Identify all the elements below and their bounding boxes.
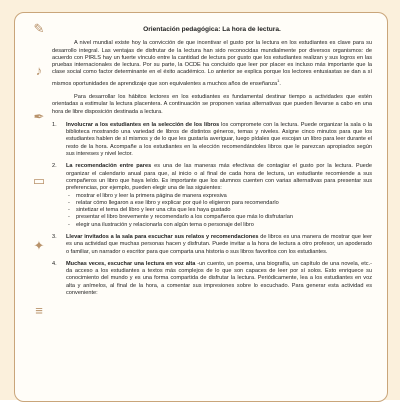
item-number: 1. (52, 121, 57, 128)
intro-paragraph-1: A nivel mundial existe hoy la convicción de que incentivar el gusto por la lectura en los estudiantes es clave para su desarrollo integral. Las ventajas de disfrutar de la lectura han sido reconocidas mundialmente por diversos organismos: de acuerdo con PIRLS hay un fuerte vínculo entre la cantidad de lectura por gusto que los estudiantes realizan y sus logros en las pruebas internacionales de lectura. Por su parte, la OCDE ha concluido que leer por placer es incluso más importante que la clase social como factor determinante en el éxito académico. Lo anterior se explica porque los lectores entusiastas se dan a sí mismos oportunidades de aprendizaje que son equivalentes a muchos años de enseñanza$^1$. (52, 40, 372, 87)
item-text: los compromete con la lectura. Puede organizar la sala o la biblioteca mostrando una variedad de libros de distintos géneros, temas y niveles. Asigne cinco minutos para que los estudiantes hablen de sí mismos y de lo que les gustaría averiguar, luego pídales que escojan un libro para leer durante el resto de la hora. Acompañe a los estudiantes en la elección recomendándoles libros que le parezcan apropiados según sus intereses y nivel lector. (66, 121, 373, 158)
footnote-mark: 1 (277, 77, 280, 83)
item-lead: Muchas veces, escuchar una lectura en voz alta (66, 260, 196, 267)
feather-icon: ✎ (33, 21, 45, 36)
option-item: - relatar cómo llegaron a ese libro y explicar por qué lo eligieron para recomendarlo (66, 200, 372, 207)
item-text: es una de las maneras más efectivas de contagiar el gusto por la lectura. Puede organizar el calendario anual para que, al inicio o al final de cada hora de lectura, un estudiante recomiende a sus compañeros un libro que haya leído. Es importante que los alumnos cuenten con varias alternativas para presentar sus preferencias, por ejemplo, pueden elegir una de las siguientes: (66, 163, 373, 192)
intro-paragraph-2: Para desarrollar los hábitos lectores en los estudiantes es fundamental destinar tiempo a actividades que estén orientadas a estimular la lectura placentera. A continuación se proponen varias alternativas que pueden llevarse a cabo en una hora de libre disposición destinada a lectura. (52, 93, 372, 115)
star-icon: ✦ (33, 238, 45, 253)
item-text: -un cuento, un poema, una biografía, un capítulo de una novela, etc.- da acceso a los estudiantes a textos más complejos de lo que son capaces de leer por sí solos. Esto enriquece su conocimiento del mundo y es una forma compartida de disfrutar la lectura. Periódicamente, lea a los estudiantes en voz alta y anímelos, al final de la hora, a comentar sus impresiones sobre lo escuchado. Para generar esta actividad es conveniente: (66, 260, 372, 297)
pen-icon: ✒ (33, 109, 45, 124)
item-number: 3. (52, 233, 57, 240)
item-text: de libros es una manera de mostrar que leer es una actividad que muchas personas hacen y disfrutan. Puede invitar a la hora de lectura a otro profesor, un apoderado o familiar, un narrador o escritor para que comparta una historia o sus libros favoritos con los estudiantes. (66, 233, 373, 255)
item-lead: Llevar invitados a la sala para escuchar sus relatos y recomendaciones (66, 233, 259, 240)
document-title: Orientación pedagógica: La hora de lectura. (143, 26, 281, 33)
book-icon: ▭ (32, 173, 46, 188)
document-body (52, 26, 372, 302)
option-item: - presentar el libro brevemente y recomendarlo a los compañeros que más lo disfrutarían (66, 214, 372, 221)
item-number: 2. (52, 163, 57, 170)
item-lead: La recomendación entre pares (66, 163, 152, 170)
item-number: 4. (52, 260, 57, 267)
lines-icon: ≡ (35, 303, 43, 318)
activity-list (52, 122, 372, 298)
option-list (66, 193, 372, 229)
activity-item-3 (52, 234, 372, 256)
activity-item-1 (52, 122, 372, 158)
music-note-icon: ♪ (35, 63, 43, 78)
option-item: - elegir una ilustración y relacionarla con algún tema o personaje del libro (66, 222, 372, 229)
intro-text-1: A nivel mundial existe hoy la convicción de que incentivar el gusto por la lectura en los estudiantes es clave para su desarrollo integral. Las ventajas de disfrutar de la lectura han sido reconocidas mundialmente por diversos organismos: de acuerdo con PIRLS hay un fuerte vínculo entre la cantidad de lectura por gusto que los estudiantes realizan y sus logros en las pruebas internacionales de lectura. Por su parte, la OCDE ha concluido que leer por placer es incluso más importante que la clase social como factor determinante en el éxito académico. Lo anterior se explica porque los lectores entusiastas se dan a sí mismos oportunidades de aprendizaje que son equivalentes a muchos años de enseñanza (52, 40, 372, 87)
option-item: - sintetizar el tema del libro y leer una cita que les haya gustado (66, 207, 372, 214)
option-item: - mostrar el libro y leer la primera página de manera expresiva (66, 193, 372, 200)
activity-item-2 (52, 163, 372, 229)
activity-item-4 (52, 261, 372, 297)
item-lead: Involucrar a los estudiantes en la selección de los libros (66, 121, 220, 128)
